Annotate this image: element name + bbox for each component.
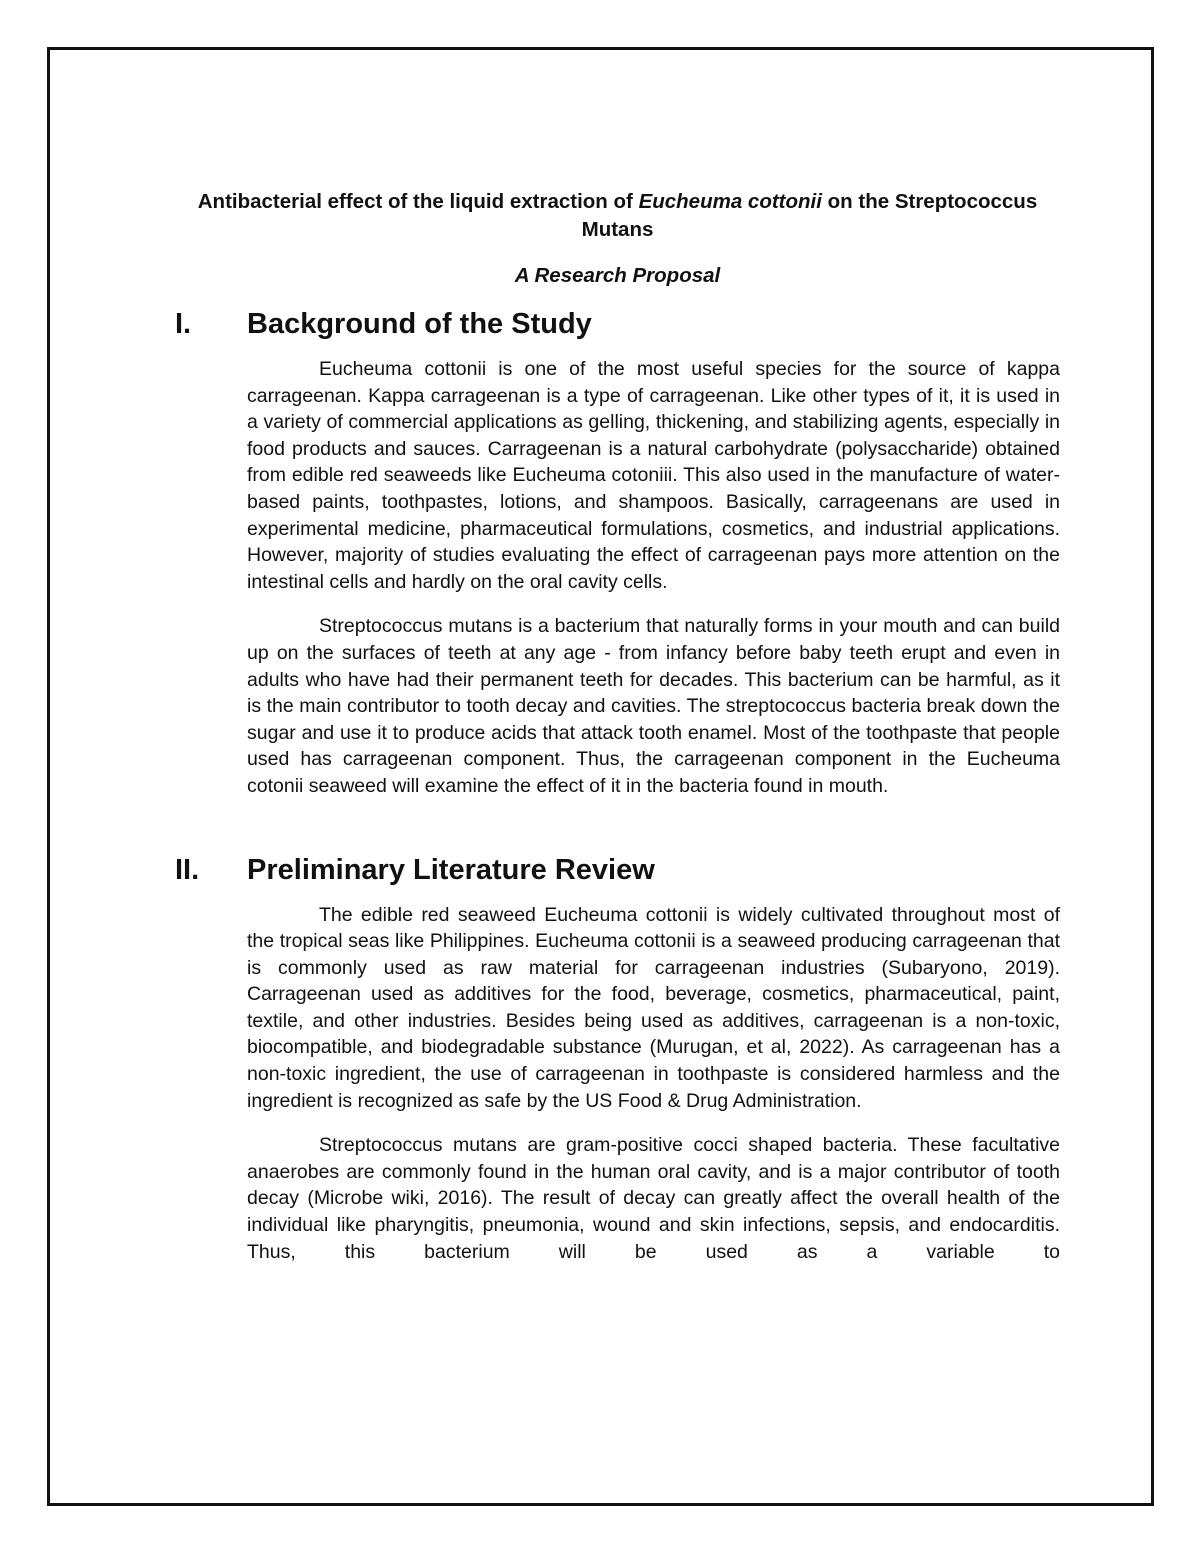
document-title xyxy=(175,188,1060,244)
document-body xyxy=(175,188,1060,1265)
section-body xyxy=(247,902,1060,1266)
section-literature-review xyxy=(175,852,1060,1266)
title-part-1: Antibacterial effect of the liquid extraction of xyxy=(197,190,639,213)
paragraph: Streptococcus mutans is a bacterium that naturally forms in your mouth and can build up on the surfaces of teeth at any age - from infancy before baby teeth erupt and even in adults who have had their permanent teeth for decades. This bacterium can be harmful, as it is the main contributor to tooth decay and cavities. The streptococcus bacteria break down the sugar and use it to produce acids that attack tooth enamel. Most of the toothpaste that people used has carrageenan component. Thus, the carrageenan component in the Eucheuma cotonii seaweed will examine the effect of it in the bacteria found in mouth. xyxy=(247,615,1060,797)
section-body xyxy=(247,356,1060,800)
section-number: I. xyxy=(175,308,192,340)
section-title: Preliminary Literature Review xyxy=(247,853,655,886)
section-title: Background of the Study xyxy=(247,308,592,340)
section-background xyxy=(175,306,1060,800)
title-part-2: on the Streptococcus Mutans xyxy=(581,190,1038,241)
title-species-name: Eucheuma cottonii xyxy=(638,190,822,213)
section-number: II. xyxy=(175,853,200,886)
paragraph: The edible red seaweed Eucheuma cottonii is widely cultivated throughout most of the tropical seas like Philippines. Eucheuma cottonii is a seaweed producing carrageenan that is commonly used as raw material for carrageenan industries (Subaryono, 2019). Carrageenan used as additives for the food, beverage, cosmetics, pharmaceutical, paint, textile, and other industries. Besides being used as additives, carrageenan is a non-toxic, biocompatible, and biodegradable substance (Murugan, et al, 2022). As carrageenan has a non-toxic ingredient, the use of carrageenan in toothpaste is considered harmless and the ingredient is recognized as safe by the US Food & Drug Administration. xyxy=(247,903,1060,1112)
section-heading xyxy=(175,852,1060,888)
section-heading xyxy=(175,306,1060,342)
paragraph: Streptococcus mutans are gram-positive cocci shaped bacteria. These facultative anaerobes are commonly found in the human oral cavity, and is a major contributor of tooth decay (Microbe wiki, 2016). The result of decay can greatly affect the overall health of the individual like pharyngitis, pneumonia, wound and skin infections, sepsis, and endocarditis. Thus, this bacterium will be used as a variable to xyxy=(247,1134,1060,1263)
paragraph: Eucheuma cottonii is one of the most useful species for the source of kappa carrageenan. Kappa carrageenan is a type of carrageenan. Like other types of it, it is used in a variety of commercial applications as gelling, thickening, and stabilizing agents, especially in food products and sauces. Carrageenan is a natural carbohydrate (polysaccharide) obtained from edible red seaweeds like Eucheuma cotoniii. This also used in the manufacture of water-based paints, toothpastes, lotions, and shampoos. Basically, carrageenans are used in experimental medicine, pharmaceutical formulations, cosmetics, and industrial applications. However, majority of studies evaluating the effect of carrageenan pays more attention on the intestinal cells and hardly on the oral cavity cells. xyxy=(247,358,1060,593)
document-subtitle: A Research Proposal xyxy=(514,264,721,287)
